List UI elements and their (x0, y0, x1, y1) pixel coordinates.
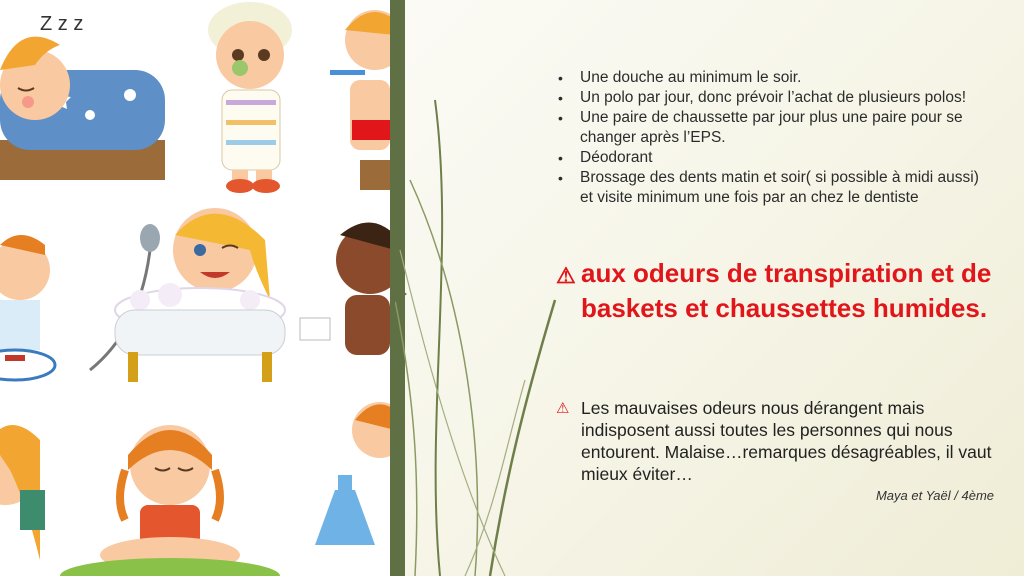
bullet-dot-icon: • (558, 170, 563, 186)
bullet-dot-icon: • (558, 70, 563, 86)
child-bathing-illustration (90, 208, 285, 382)
warning-heading-text: aux odeurs de transpiration et de baskets et chaussettes humides. (581, 258, 992, 323)
warning-heading (556, 256, 1016, 326)
child-eating-illustration (0, 235, 55, 380)
bullet-text: Déodorant (580, 149, 653, 166)
warning-paragraph (556, 397, 996, 485)
bullet-dot-icon: • (558, 90, 563, 106)
hygiene-illustration (0, 0, 390, 576)
bullet-dot-icon: • (558, 110, 563, 126)
child-combing-illustration (0, 425, 45, 560)
hygiene-bullet-list (556, 68, 996, 208)
bullet-item (556, 108, 996, 148)
bullet-text: Brossage des dents matin et soir( si possible à midi aussi) et visite minimum une fois par an chez le dentiste (580, 169, 979, 206)
bullet-text: Une douche au minimum le soir. (580, 69, 802, 86)
bullet-item (556, 88, 996, 108)
warning-paragraph-text: Les mauvaises odeurs nous dérangent mais indisposent aussi toutes les personnes qui nous entourent. Malaise…remarques désagréables, il vaut mieux éviter… (581, 398, 992, 484)
bullet-text: Une paire de chaussette par jour plus une paire pour se changer après l’EPS. (580, 109, 963, 146)
bullet-dot-icon: • (558, 150, 563, 166)
bullet-item (556, 168, 996, 208)
author-credit: Maya et Yaël / 4ème (875, 488, 994, 503)
child-dress-illustration (315, 402, 390, 545)
child-thinking-illustration (300, 223, 390, 356)
child-towel-illustration (208, 2, 292, 193)
bullet-item (556, 148, 996, 168)
warning-triangle-icon: ⚠ (556, 263, 576, 288)
bullet-item (556, 68, 996, 88)
sleep-z-text: Z z z (40, 13, 84, 35)
child-brushing-illustration (330, 10, 390, 190)
warning-triangle-icon: ⚠ (556, 400, 570, 417)
child-meditating-illustration (60, 425, 280, 576)
bullet-text: Un polo par jour, donc prévoir l’achat de plusieurs polos! (580, 89, 967, 106)
child-sleeping-illustration (0, 13, 165, 180)
